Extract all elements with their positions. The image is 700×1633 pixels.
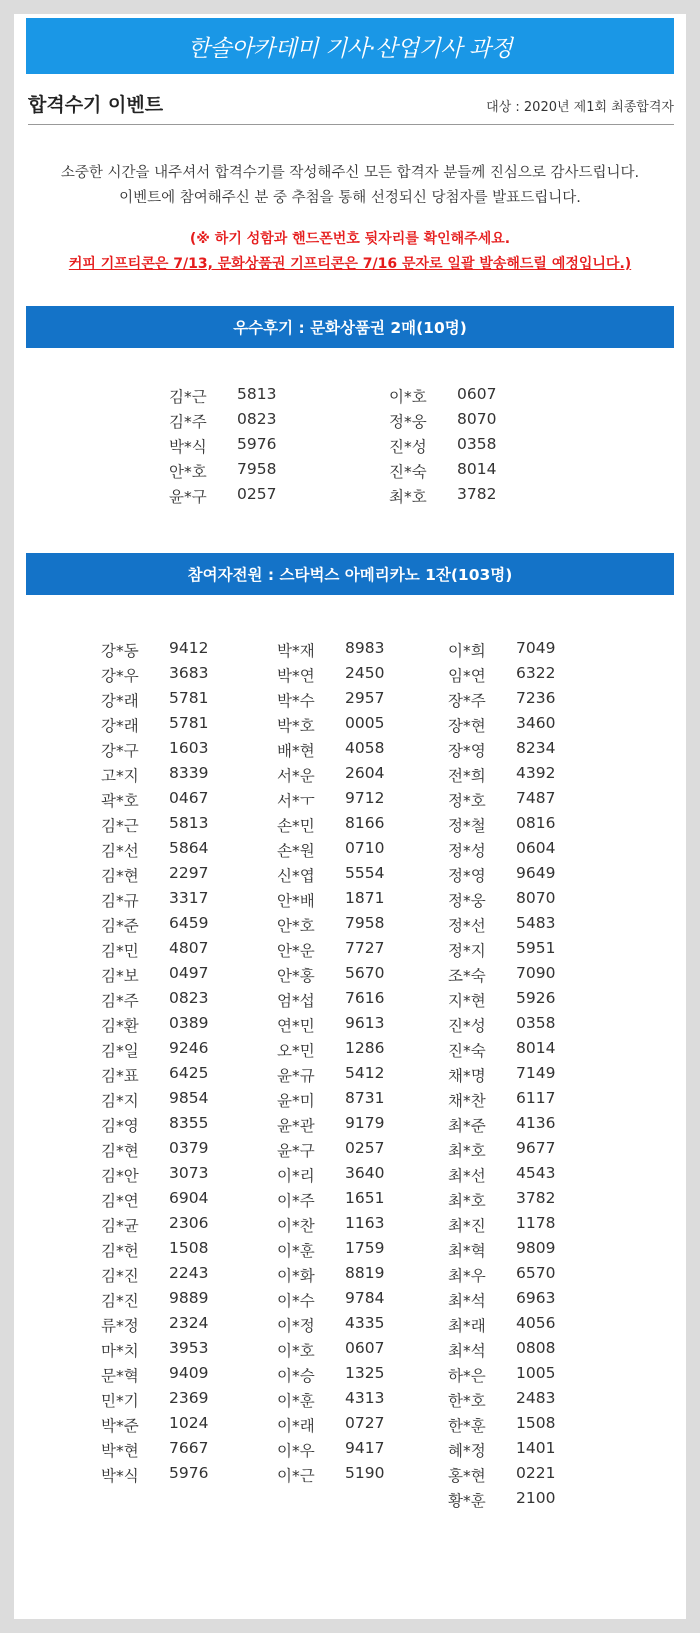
winner-phone-digits: 3460 xyxy=(516,714,556,732)
winner-phone-digits: 8014 xyxy=(516,1039,556,1057)
winner-phone-digits: 2243 xyxy=(169,1264,209,1282)
winner-name: 임*연 xyxy=(448,667,486,685)
winner-name: 김*근 xyxy=(101,817,139,835)
winner-name: 연*민 xyxy=(277,1017,315,1035)
winner-name: 최*준 xyxy=(448,1117,486,1135)
winner-name: 조*숙 xyxy=(448,967,486,985)
excellent-review-title: 우수후기 : 문화상품권 2매(10명) xyxy=(233,319,467,337)
winner-name: 류*정 xyxy=(101,1317,139,1335)
winner-name: 장*영 xyxy=(448,742,486,760)
winner-phone-digits: 8014 xyxy=(457,460,497,478)
winner-name: 서*운 xyxy=(277,767,315,785)
winner-phone-digits: 0221 xyxy=(516,1464,556,1482)
winner-name: 김*현 xyxy=(101,1142,139,1160)
header-title: 한솔아카데미 기사·산업기사 과정 xyxy=(187,35,513,62)
excellent-review-bar xyxy=(26,306,674,348)
winner-name: 이*훈 xyxy=(277,1392,315,1410)
winner-name: 최*호 xyxy=(448,1142,486,1160)
winner-phone-digits: 1651 xyxy=(345,1189,385,1207)
winner-phone-digits: 1508 xyxy=(516,1414,556,1432)
winner-phone-digits: 1024 xyxy=(169,1414,209,1432)
winner-phone-digits: 9179 xyxy=(345,1114,385,1132)
winner-phone-digits: 5976 xyxy=(237,435,277,453)
winner-name: 이*수 xyxy=(277,1292,315,1310)
winner-name: 박*준 xyxy=(101,1417,139,1435)
winner-name: 홍*현 xyxy=(448,1467,486,1485)
winner-phone-digits: 2483 xyxy=(516,1389,556,1407)
winner-name: 엄*섭 xyxy=(277,992,315,1010)
winner-phone-digits: 7487 xyxy=(516,789,556,807)
winner-name: 강*래 xyxy=(101,692,139,710)
winner-name: 전*희 xyxy=(448,767,486,785)
winner-name: 정*선 xyxy=(448,917,486,935)
winner-phone-digits: 3073 xyxy=(169,1164,209,1182)
winner-phone-digits: 4335 xyxy=(345,1314,385,1332)
winner-name: 김*민 xyxy=(101,942,139,960)
winner-phone-digits: 1508 xyxy=(169,1239,209,1257)
intro-line-1: 소중한 시간을 내주셔서 합격수기를 작성해주신 모든 합격자 분들께 진심으로 감사드립니다. xyxy=(60,165,640,181)
winner-phone-digits: 4136 xyxy=(516,1114,556,1132)
winner-phone-digits: 3782 xyxy=(457,485,497,503)
winner-name: 정*철 xyxy=(448,817,486,835)
winner-name: 김*주 xyxy=(169,413,207,431)
winner-phone-digits: 1178 xyxy=(516,1214,556,1232)
winner-phone-digits: 9409 xyxy=(169,1364,209,1382)
winner-phone-digits: 5864 xyxy=(169,839,209,857)
winner-phone-digits: 9677 xyxy=(516,1139,556,1157)
winner-name: 하*은 xyxy=(448,1367,486,1385)
winner-phone-digits: 9246 xyxy=(169,1039,209,1057)
winner-phone-digits: 0604 xyxy=(516,839,556,857)
winner-name: 정*호 xyxy=(448,792,486,810)
winner-phone-digits: 4392 xyxy=(516,764,556,782)
winner-phone-digits: 0358 xyxy=(457,435,497,453)
winner-name: 김*근 xyxy=(169,388,207,406)
winner-name: 안*호 xyxy=(169,463,207,481)
winner-phone-digits: 4313 xyxy=(345,1389,385,1407)
winner-name: 윤*관 xyxy=(277,1117,315,1135)
winner-name: 한*훈 xyxy=(448,1417,486,1435)
winner-name: 윤*미 xyxy=(277,1092,315,1110)
winner-name: 최*석 xyxy=(448,1292,486,1310)
winner-name: 정*웅 xyxy=(448,892,486,910)
winner-phone-digits: 1325 xyxy=(345,1364,385,1382)
winner-name: 안*홍 xyxy=(277,967,315,985)
winner-name: 안*호 xyxy=(277,917,315,935)
winner-name: 박*연 xyxy=(277,667,315,685)
winner-name: 최*우 xyxy=(448,1267,486,1285)
winner-name: 최*혁 xyxy=(448,1242,486,1260)
winner-name: 장*현 xyxy=(448,717,486,735)
winner-phone-digits: 9417 xyxy=(345,1439,385,1457)
winner-phone-digits: 5781 xyxy=(169,689,209,707)
winner-phone-digits: 5554 xyxy=(345,864,385,882)
winner-phone-digits: 2369 xyxy=(169,1389,209,1407)
winner-name: 곽*호 xyxy=(101,792,139,810)
winner-phone-digits: 0467 xyxy=(169,789,209,807)
winner-phone-digits: 4058 xyxy=(345,739,385,757)
winner-phone-digits: 5670 xyxy=(345,964,385,982)
participants-title: 참여자전원 : 스타벅스 아메리카노 1잔(103명) xyxy=(187,566,513,584)
winner-phone-digits: 5926 xyxy=(516,989,556,1007)
winner-name: 정*영 xyxy=(448,867,486,885)
winner-name: 윤*구 xyxy=(277,1142,315,1160)
winner-name: 박*식 xyxy=(169,438,207,456)
winner-phone-digits: 7149 xyxy=(516,1064,556,1082)
winner-phone-digits: 9784 xyxy=(345,1289,385,1307)
winner-name: 김*영 xyxy=(101,1117,139,1135)
participants-bar xyxy=(26,553,674,595)
winner-phone-digits: 6570 xyxy=(516,1264,556,1282)
winner-phone-digits: 8166 xyxy=(345,814,385,832)
winner-name: 강*구 xyxy=(101,742,139,760)
winner-name: 이*주 xyxy=(277,1192,315,1210)
winner-name: 지*현 xyxy=(448,992,486,1010)
winner-name: 김*현 xyxy=(101,867,139,885)
winner-phone-digits: 8234 xyxy=(516,739,556,757)
page-header-banner xyxy=(26,18,674,74)
winner-phone-digits: 8819 xyxy=(345,1264,385,1282)
winner-phone-digits: 9889 xyxy=(169,1289,209,1307)
winner-phone-digits: 5781 xyxy=(169,714,209,732)
winner-name: 최*래 xyxy=(448,1317,486,1335)
winner-name: 채*찬 xyxy=(448,1092,486,1110)
event-title-row xyxy=(28,90,674,125)
winner-phone-digits: 0497 xyxy=(169,964,209,982)
winner-name: 김*선 xyxy=(101,842,139,860)
winner-phone-digits: 6117 xyxy=(516,1089,556,1107)
winner-name: 한*호 xyxy=(448,1392,486,1410)
winner-phone-digits: 3782 xyxy=(516,1189,556,1207)
winner-name: 이*희 xyxy=(448,642,486,660)
winner-name: 김*준 xyxy=(101,917,139,935)
winner-name: 이*래 xyxy=(277,1417,315,1435)
winner-phone-digits: 7958 xyxy=(345,914,385,932)
event-page xyxy=(14,14,686,1619)
winner-phone-digits: 7667 xyxy=(169,1439,209,1457)
winner-name: 최*호 xyxy=(389,488,427,506)
winner-name: 오*민 xyxy=(277,1042,315,1060)
winner-phone-digits: 2604 xyxy=(345,764,385,782)
winner-name: 민*기 xyxy=(101,1392,139,1410)
winner-phone-digits: 8355 xyxy=(169,1114,209,1132)
winner-name: 강*래 xyxy=(101,717,139,735)
winner-phone-digits: 5190 xyxy=(345,1464,385,1482)
winner-phone-digits: 0710 xyxy=(345,839,385,857)
winner-name: 장*주 xyxy=(448,692,486,710)
winner-name: 김*규 xyxy=(101,892,139,910)
winner-phone-digits: 2100 xyxy=(516,1489,556,1507)
winner-phone-digits: 9613 xyxy=(345,1014,385,1032)
winner-name: 정*지 xyxy=(448,942,486,960)
winner-name: 이*정 xyxy=(277,1317,315,1335)
winner-phone-digits: 0257 xyxy=(345,1139,385,1157)
winner-name: 이*리 xyxy=(277,1167,315,1185)
winner-phone-digits: 6425 xyxy=(169,1064,209,1082)
winner-phone-digits: 9649 xyxy=(516,864,556,882)
winner-name: 최*석 xyxy=(448,1342,486,1360)
winner-name: 신*엽 xyxy=(277,867,315,885)
winner-phone-digits: 1871 xyxy=(345,889,385,907)
winner-name: 안*운 xyxy=(277,942,315,960)
winner-phone-digits: 3640 xyxy=(345,1164,385,1182)
winner-name: 박*현 xyxy=(101,1442,139,1460)
winner-name: 이*우 xyxy=(277,1442,315,1460)
winner-phone-digits: 9412 xyxy=(169,639,209,657)
winner-name: 이*호 xyxy=(389,388,427,406)
winner-phone-digits: 2324 xyxy=(169,1314,209,1332)
winner-phone-digits: 4056 xyxy=(516,1314,556,1332)
winner-phone-digits: 0257 xyxy=(237,485,277,503)
winner-phone-digits: 3683 xyxy=(169,664,209,682)
winner-phone-digits: 0823 xyxy=(237,410,277,428)
winner-phone-digits: 8983 xyxy=(345,639,385,657)
winner-name: 이*찬 xyxy=(277,1217,315,1235)
winner-phone-digits: 8070 xyxy=(516,889,556,907)
winner-name: 진*숙 xyxy=(448,1042,486,1060)
winner-phone-digits: 6459 xyxy=(169,914,209,932)
winner-phone-digits: 5976 xyxy=(169,1464,209,1482)
winner-name: 문*혁 xyxy=(101,1367,139,1385)
winner-phone-digits: 1005 xyxy=(516,1364,556,1382)
winner-phone-digits: 5813 xyxy=(169,814,209,832)
winner-name: 최*호 xyxy=(448,1192,486,1210)
winner-name: 진*성 xyxy=(389,438,427,456)
winner-name: 이*호 xyxy=(277,1342,315,1360)
winner-name: 마*치 xyxy=(101,1342,139,1360)
winner-name: 강*동 xyxy=(101,642,139,660)
winner-name: 박*식 xyxy=(101,1467,139,1485)
winner-name: 박*재 xyxy=(277,642,315,660)
winner-name: 김*헌 xyxy=(101,1242,139,1260)
winner-name: 박*호 xyxy=(277,717,315,735)
winner-phone-digits: 0389 xyxy=(169,1014,209,1032)
winner-phone-digits: 1286 xyxy=(345,1039,385,1057)
winner-phone-digits: 0816 xyxy=(516,814,556,832)
winner-name: 최*선 xyxy=(448,1167,486,1185)
winner-name: 배*현 xyxy=(277,742,315,760)
winner-name: 정*성 xyxy=(448,842,486,860)
winner-name: 손*민 xyxy=(277,817,315,835)
winner-phone-digits: 0727 xyxy=(345,1414,385,1432)
winner-phone-digits: 9809 xyxy=(516,1239,556,1257)
winner-name: 정*웅 xyxy=(389,413,427,431)
winner-phone-digits: 6322 xyxy=(516,664,556,682)
winner-name: 김*진 xyxy=(101,1267,139,1285)
winner-phone-digits: 6904 xyxy=(169,1189,209,1207)
winner-name: 이*승 xyxy=(277,1367,315,1385)
winner-phone-digits: 5412 xyxy=(345,1064,385,1082)
winner-phone-digits: 2450 xyxy=(345,664,385,682)
winner-name: 김*지 xyxy=(101,1092,139,1110)
winner-name: 강*우 xyxy=(101,667,139,685)
winner-name: 김*균 xyxy=(101,1217,139,1235)
winner-name: 혜*정 xyxy=(448,1442,486,1460)
winner-name: 김*보 xyxy=(101,967,139,985)
winner-phone-digits: 0808 xyxy=(516,1339,556,1357)
winner-phone-digits: 7727 xyxy=(345,939,385,957)
winner-name: 윤*규 xyxy=(277,1067,315,1085)
winner-name: 김*주 xyxy=(101,992,139,1010)
winner-phone-digits: 3953 xyxy=(169,1339,209,1357)
winner-phone-digits: 5951 xyxy=(516,939,556,957)
winner-phone-digits: 0358 xyxy=(516,1014,556,1032)
winner-phone-digits: 2297 xyxy=(169,864,209,882)
winner-phone-digits: 0823 xyxy=(169,989,209,1007)
winner-phone-digits: 8339 xyxy=(169,764,209,782)
winner-name: 김*진 xyxy=(101,1292,139,1310)
winner-phone-digits: 0005 xyxy=(345,714,385,732)
winner-name: 서*ㅜ xyxy=(277,792,315,810)
winner-phone-digits: 7090 xyxy=(516,964,556,982)
winner-phone-digits: 7049 xyxy=(516,639,556,657)
winner-phone-digits: 5483 xyxy=(516,914,556,932)
winner-phone-digits: 0379 xyxy=(169,1139,209,1157)
winner-name: 김*안 xyxy=(101,1167,139,1185)
winner-phone-digits: 8070 xyxy=(457,410,497,428)
winner-phone-digits: 4807 xyxy=(169,939,209,957)
winner-name: 고*지 xyxy=(101,767,139,785)
winner-name: 김*연 xyxy=(101,1192,139,1210)
winner-phone-digits: 2957 xyxy=(345,689,385,707)
event-target: 대상 : 2020년 제1회 최종합격자 xyxy=(486,100,674,115)
event-title: 합격수기 이벤트 xyxy=(28,94,164,116)
winner-name: 박*수 xyxy=(277,692,315,710)
winner-name: 최*진 xyxy=(448,1217,486,1235)
winner-name: 진*성 xyxy=(448,1017,486,1035)
winner-phone-digits: 3317 xyxy=(169,889,209,907)
winner-phone-digits: 5813 xyxy=(237,385,277,403)
winner-phone-digits: 7236 xyxy=(516,689,556,707)
intro-line-2: 이벤트에 참여해주신 분 중 추첨을 통해 선정되신 당첨자를 발표드립니다. xyxy=(119,190,581,206)
winner-phone-digits: 0607 xyxy=(457,385,497,403)
winner-phone-digits: 1401 xyxy=(516,1439,556,1457)
winner-name: 김*환 xyxy=(101,1017,139,1035)
notice-line-1: (※ 하기 성함과 핸드폰번호 뒷자리를 확인해주세요. xyxy=(189,231,511,247)
winner-name: 이*훈 xyxy=(277,1242,315,1260)
winner-name: 안*배 xyxy=(277,892,315,910)
winner-name: 김*일 xyxy=(101,1042,139,1060)
winner-name: 김*표 xyxy=(101,1067,139,1085)
winner-name: 황*훈 xyxy=(448,1492,486,1510)
winner-name: 이*근 xyxy=(277,1467,315,1485)
winner-phone-digits: 0607 xyxy=(345,1339,385,1357)
winner-phone-digits: 1163 xyxy=(345,1214,385,1232)
winner-phone-digits: 2306 xyxy=(169,1214,209,1232)
winner-phone-digits: 9712 xyxy=(345,789,385,807)
winner-name: 채*명 xyxy=(448,1067,486,1085)
winner-phone-digits: 1759 xyxy=(345,1239,385,1257)
winner-phone-digits: 1603 xyxy=(169,739,209,757)
winner-name: 손*원 xyxy=(277,842,315,860)
winner-phone-digits: 7616 xyxy=(345,989,385,1007)
winner-phone-digits: 8731 xyxy=(345,1089,385,1107)
winner-phone-digits: 9854 xyxy=(169,1089,209,1107)
winner-phone-digits: 4543 xyxy=(516,1164,556,1182)
winner-name: 이*화 xyxy=(277,1267,315,1285)
winner-name: 진*숙 xyxy=(389,463,427,481)
winner-phone-digits: 7958 xyxy=(237,460,277,478)
winner-name: 윤*구 xyxy=(169,488,207,506)
winner-phone-digits: 6963 xyxy=(516,1289,556,1307)
notice-line-2: 커피 기프티콘은 7/13, 문화상품권 기프티콘은 7/16 문자로 일괄 발송해드릴 예정입니다.) xyxy=(68,256,632,272)
